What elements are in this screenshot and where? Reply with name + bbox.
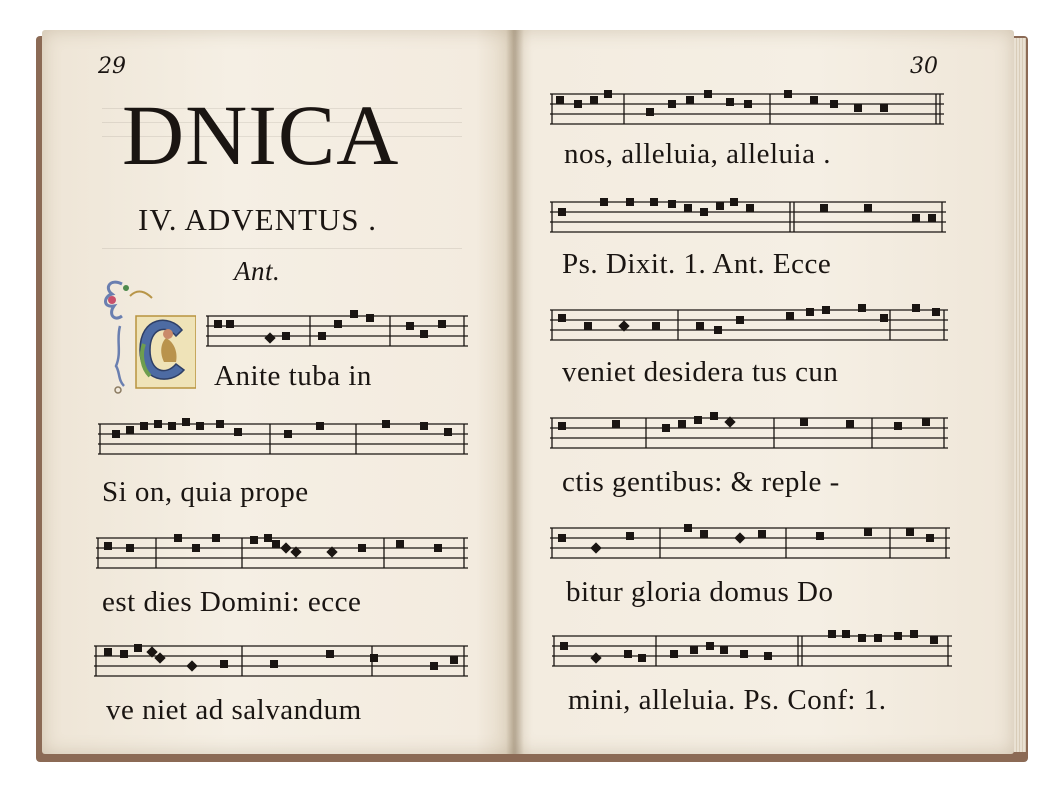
page-subtitle: IV. ADVENTUS .	[138, 202, 378, 237]
music-staff-r1	[550, 86, 944, 132]
music-staff-r5	[550, 520, 950, 566]
page-fore-edge	[1014, 38, 1026, 752]
music-staff-r4	[550, 410, 948, 456]
left-page	[42, 30, 514, 754]
right-page	[514, 30, 1014, 754]
lyric-line-r4: ctis gentibus: & reple -	[562, 466, 840, 498]
lyric-line-1: Anite tuba in	[214, 360, 372, 392]
antiphon-label: Ant.	[234, 256, 281, 286]
music-staff-r2	[550, 194, 946, 240]
right-page-number: 30	[910, 54, 938, 79]
book-gutter	[506, 30, 524, 754]
lyric-line-r6: mini, alleluia. Ps. Conf: 1.	[568, 684, 887, 716]
lyric-line-4: ve niet ad salvandum	[106, 694, 362, 726]
lyric-line-3: est dies Domini: ecce	[102, 586, 362, 618]
music-staff-1	[206, 308, 468, 354]
music-staff-4	[94, 638, 468, 684]
illuminated-initial-c-icon	[100, 278, 196, 394]
lyric-line-2: Si on, quia prope	[102, 476, 309, 508]
lyric-line-r5: bitur gloria domus Do	[566, 576, 834, 608]
page-title: DNICA	[122, 87, 400, 183]
open-book	[36, 30, 1028, 762]
music-staff-r3	[550, 302, 948, 348]
left-page-number: 29	[98, 54, 126, 79]
music-staff-r6	[552, 628, 952, 674]
lyric-line-r3: veniet desidera tus cun	[562, 356, 839, 388]
music-staff-2	[98, 416, 468, 462]
music-staff-3	[96, 530, 468, 576]
lyric-line-r2: Ps. Dixit. 1. Ant. Ecce	[562, 248, 832, 280]
lyric-line-r1: nos, alleluia, alleluia .	[564, 138, 831, 170]
